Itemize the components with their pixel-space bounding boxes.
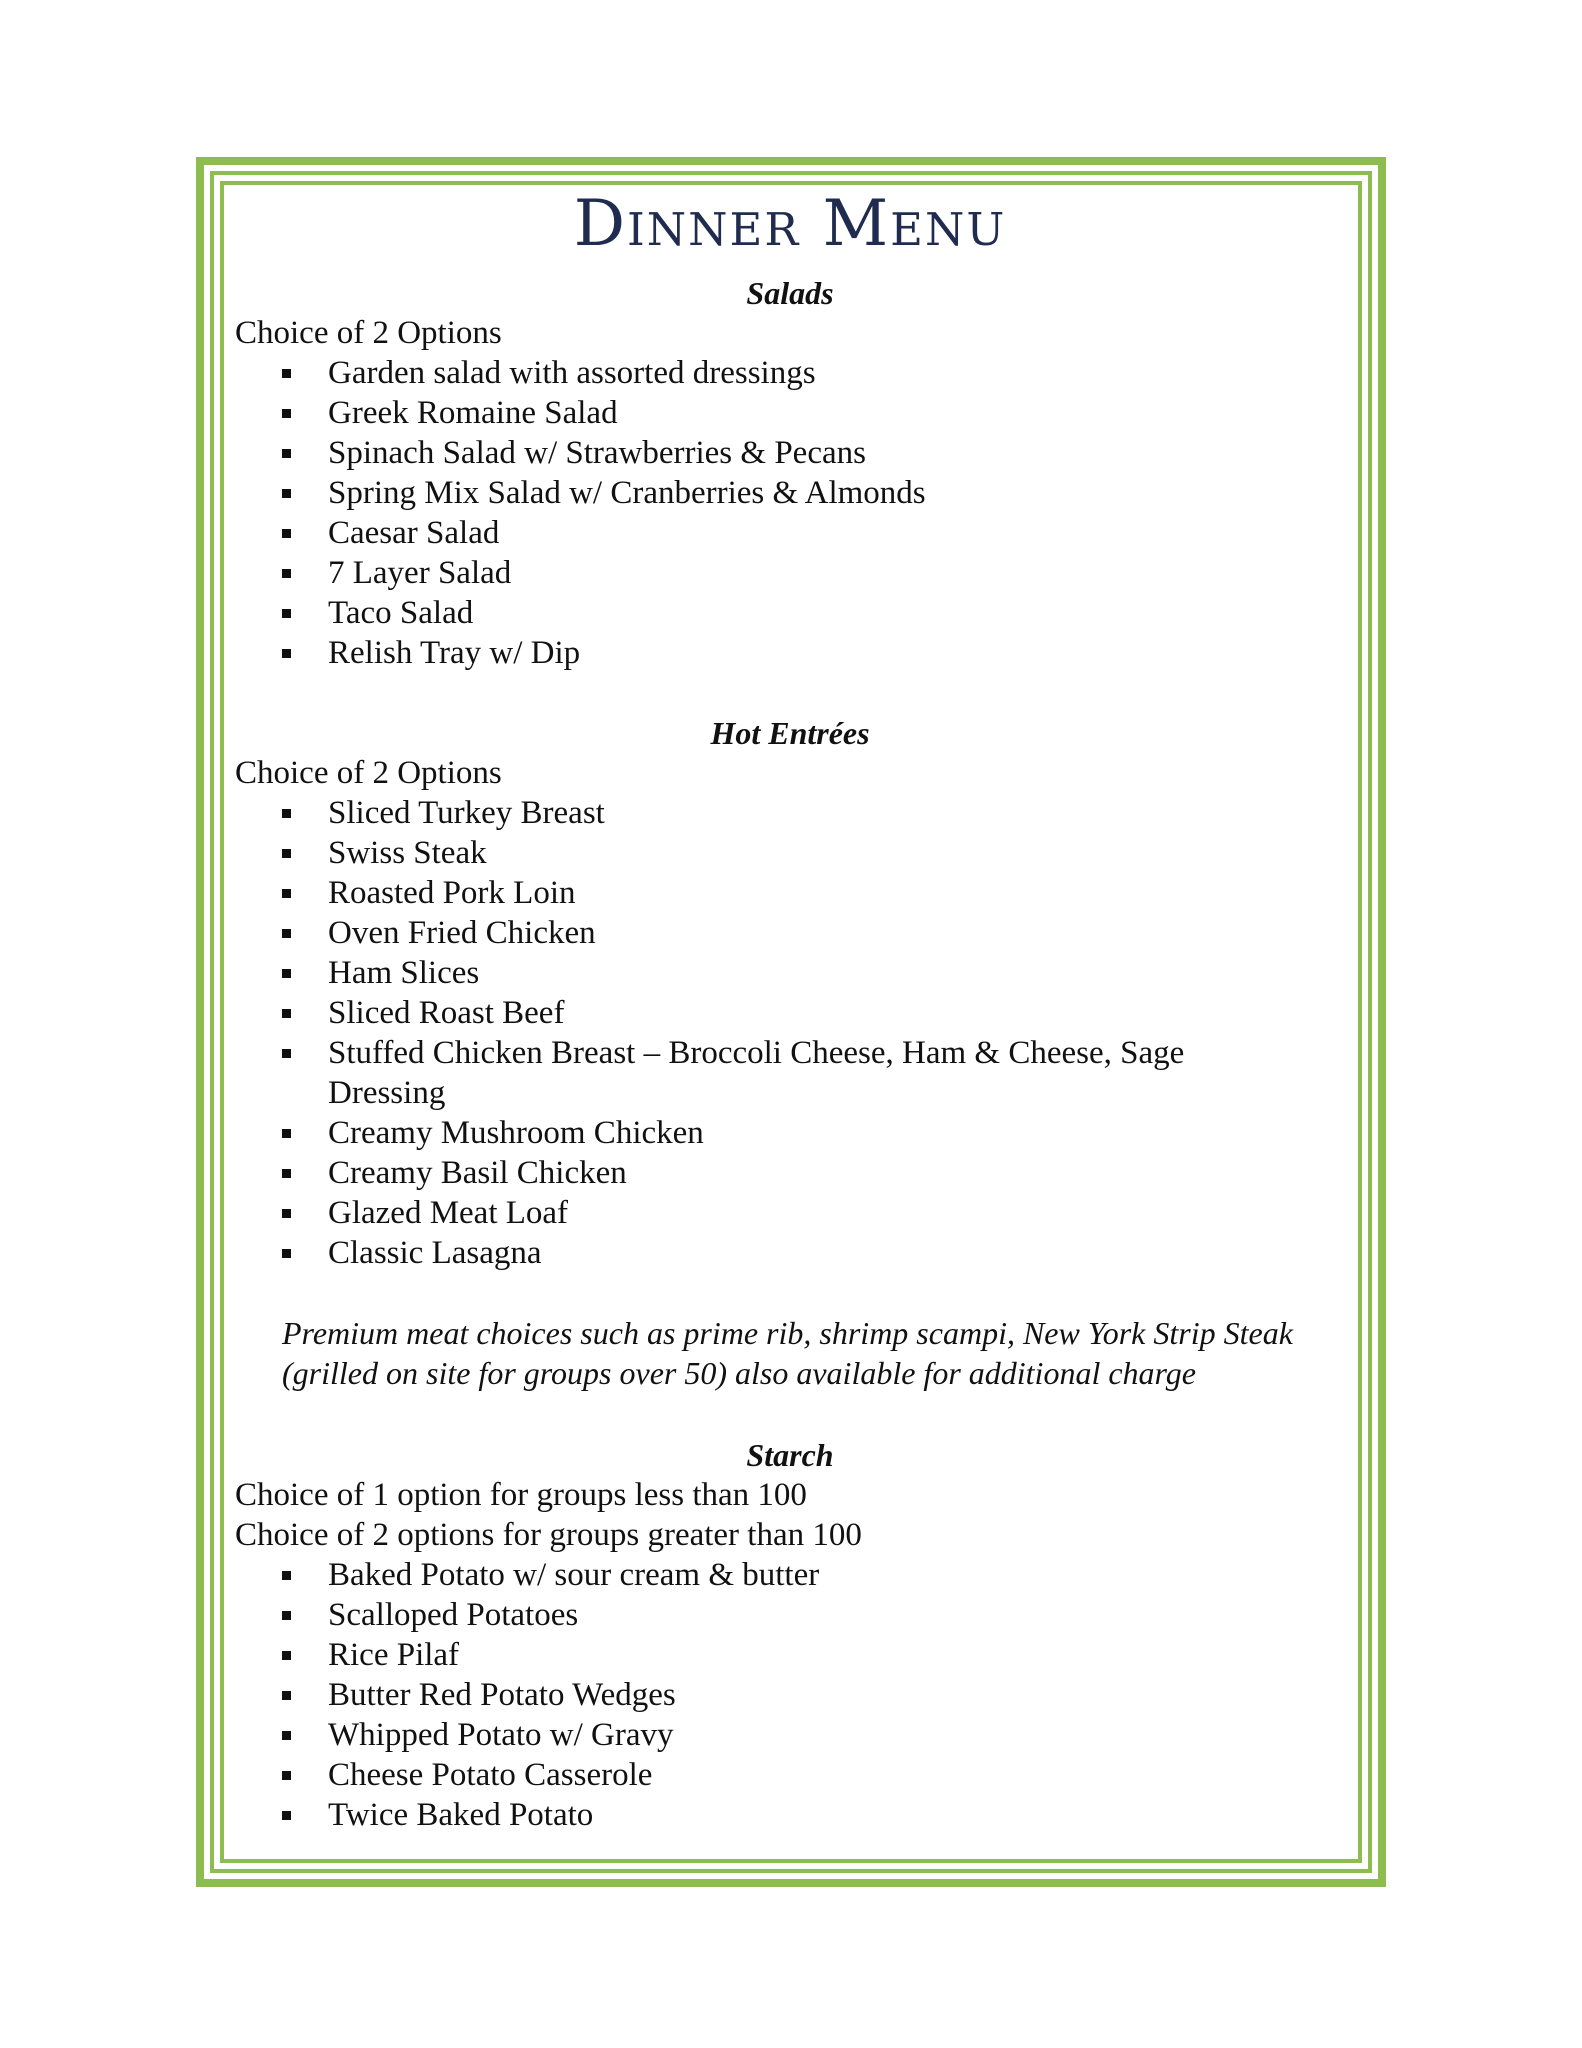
bullet-icon bbox=[282, 1249, 291, 1258]
list-item: Oven Fried Chicken bbox=[282, 913, 1342, 953]
list-item: Sliced Roast Beef bbox=[282, 993, 1342, 1033]
bullet-icon bbox=[282, 1611, 291, 1620]
list-item: Garden salad with assorted dressings bbox=[282, 353, 1342, 393]
starch-list bbox=[282, 1555, 1342, 1835]
bullet-icon bbox=[282, 1771, 291, 1780]
bullet-icon bbox=[282, 409, 291, 418]
list-item: Spring Mix Salad w/ Cranberries & Almonds bbox=[282, 473, 1342, 513]
bullet-icon bbox=[282, 1811, 291, 1820]
list-item: Stuffed Chicken Breast – Broccoli Cheese, Ham & Cheese, Sage Dressing bbox=[282, 1033, 1342, 1113]
hot-entrees-list bbox=[282, 793, 1342, 1273]
bullet-icon bbox=[282, 1691, 291, 1700]
list-item: Classic Lasagna bbox=[282, 1233, 1342, 1273]
bullet-icon bbox=[282, 1209, 291, 1218]
list-item: 7 Layer Salad bbox=[282, 553, 1342, 593]
bullet-icon bbox=[282, 969, 291, 978]
list-item: Twice Baked Potato bbox=[282, 1795, 1342, 1835]
bullet-icon bbox=[282, 1651, 291, 1660]
bullet-icon bbox=[282, 1169, 291, 1178]
bullet-icon bbox=[282, 1731, 291, 1740]
bullet-icon bbox=[282, 889, 291, 898]
bullet-icon bbox=[282, 1009, 291, 1018]
list-item: Glazed Meat Loaf bbox=[282, 1193, 1342, 1233]
hot-entrees-heading: Hot Entrées bbox=[710, 715, 870, 751]
list-item: Caesar Salad bbox=[282, 513, 1342, 553]
list-item: Cheese Potato Casserole bbox=[282, 1755, 1342, 1795]
list-item: Creamy Mushroom Chicken bbox=[282, 1113, 1342, 1153]
list-item: Roasted Pork Loin bbox=[282, 873, 1342, 913]
page-title: Dinner Menu bbox=[573, 187, 1007, 261]
bullet-icon bbox=[282, 1129, 291, 1138]
list-item: Relish Tray w/ Dip bbox=[282, 633, 1342, 673]
list-item: Swiss Steak bbox=[282, 833, 1342, 873]
list-item: Sliced Turkey Breast bbox=[282, 793, 1342, 833]
list-item: Greek Romaine Salad bbox=[282, 393, 1342, 433]
bullet-icon bbox=[282, 1571, 291, 1580]
list-item: Ham Slices bbox=[282, 953, 1342, 993]
bullet-icon bbox=[282, 609, 291, 618]
bullet-icon bbox=[282, 849, 291, 858]
list-item: Butter Red Potato Wedges bbox=[282, 1675, 1342, 1715]
bullet-icon bbox=[282, 569, 291, 578]
bullet-icon bbox=[282, 489, 291, 498]
list-item: Creamy Basil Chicken bbox=[282, 1153, 1342, 1193]
list-item: Spinach Salad w/ Strawberries & Pecans bbox=[282, 433, 1342, 473]
salads-heading: Salads bbox=[746, 275, 834, 311]
hot-entrees-intro: Choice of 2 Options bbox=[235, 755, 502, 791]
bullet-icon bbox=[282, 449, 291, 458]
list-item: Taco Salad bbox=[282, 593, 1342, 633]
bullet-icon bbox=[282, 529, 291, 538]
salads-intro: Choice of 2 Options bbox=[235, 315, 502, 351]
premium-note: Premium meat choices such as prime rib, shrimp scampi, New York Strip Steak (grilled on site for groups over 50) also available for additional charge bbox=[282, 1315, 1293, 1391]
starch-intro-1: Choice of 1 option for groups less than 100 bbox=[235, 1477, 807, 1513]
list-item: Scalloped Potatoes bbox=[282, 1595, 1342, 1635]
list-item: Rice Pilaf bbox=[282, 1635, 1342, 1675]
menu-content bbox=[235, 185, 1345, 1845]
starch-intro-2: Choice of 2 options for groups greater than 100 bbox=[235, 1517, 862, 1553]
list-item: Whipped Potato w/ Gravy bbox=[282, 1715, 1342, 1755]
bullet-icon bbox=[282, 1049, 291, 1058]
salads-list bbox=[282, 353, 1342, 673]
bullet-icon bbox=[282, 649, 291, 658]
bullet-icon bbox=[282, 929, 291, 938]
starch-heading: Starch bbox=[746, 1437, 834, 1473]
bullet-icon bbox=[282, 369, 291, 378]
bullet-icon bbox=[282, 809, 291, 818]
list-item: Baked Potato w/ sour cream & butter bbox=[282, 1555, 1342, 1595]
